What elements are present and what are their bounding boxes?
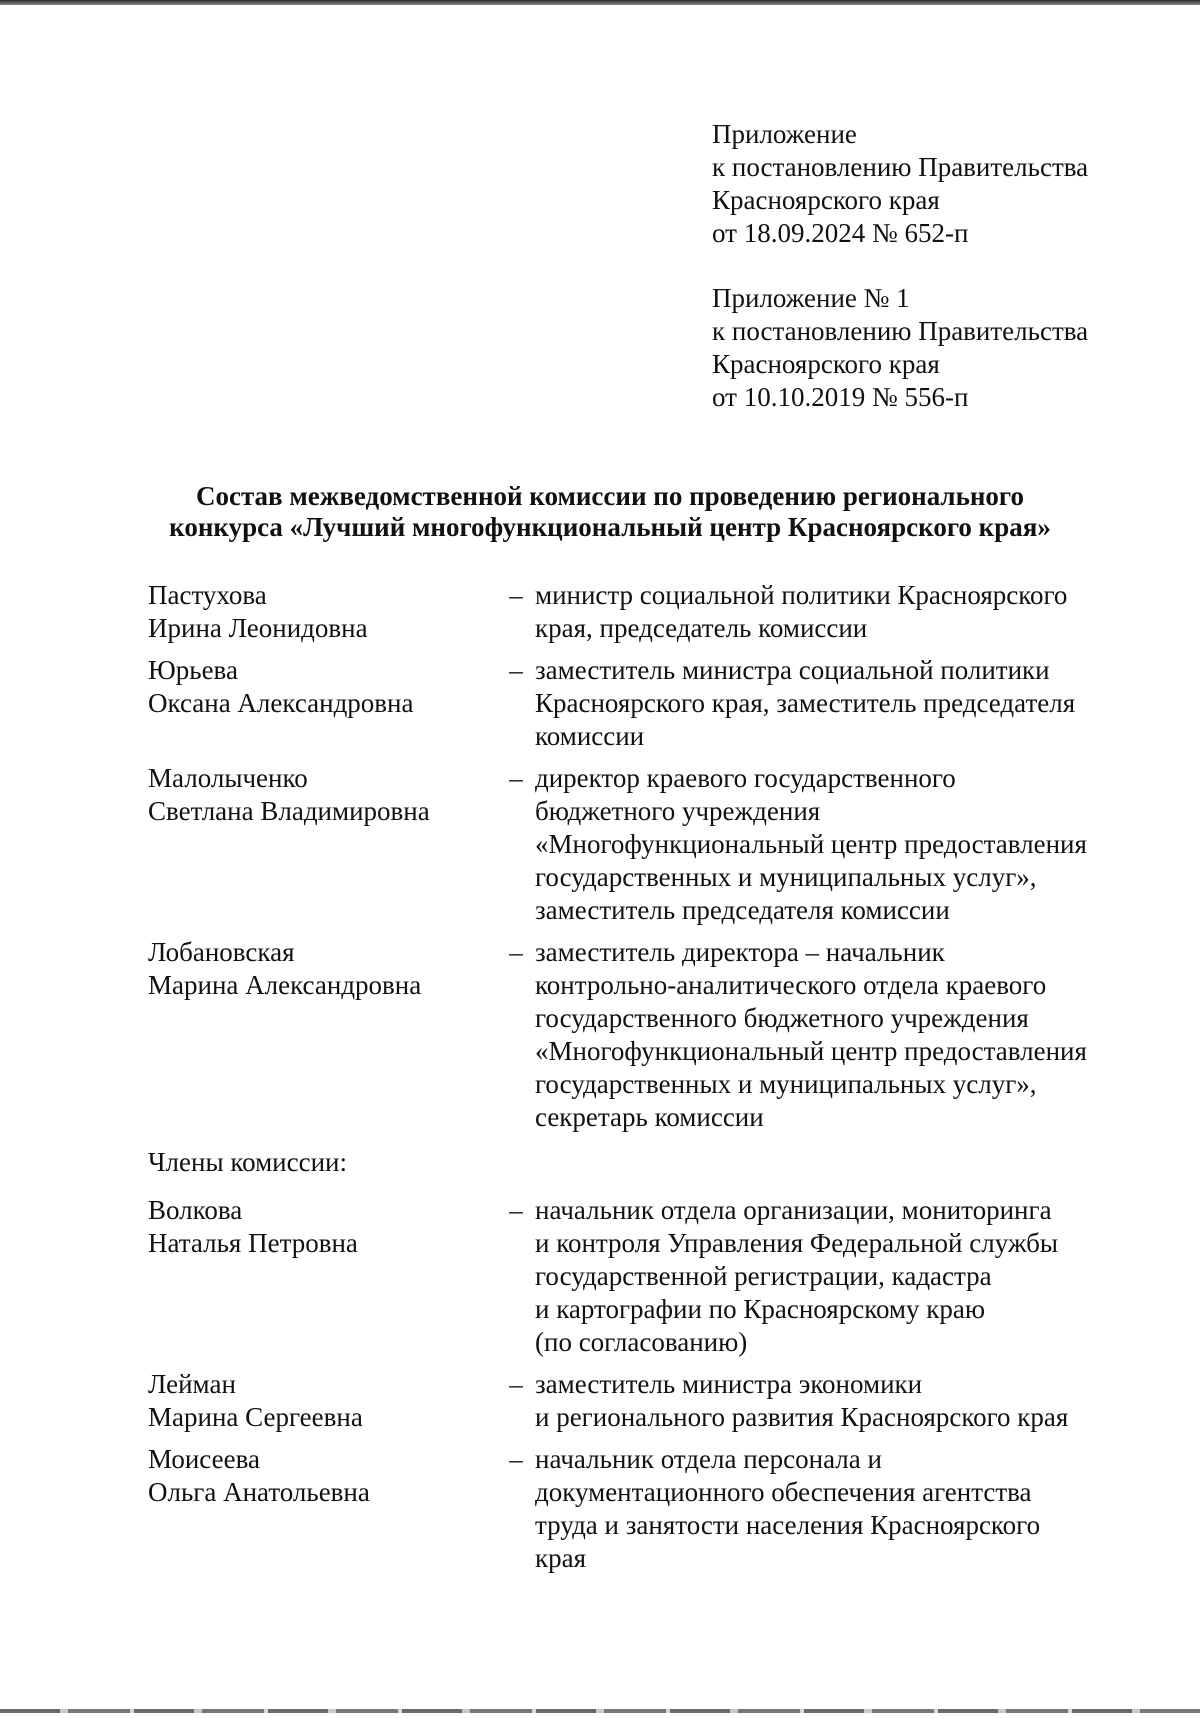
member-role-line: заместитель председателя комиссии (535, 895, 950, 925)
member-role-line: края (535, 1543, 587, 1573)
member-role-line: начальник отдела организации, мониторинга (535, 1195, 1052, 1225)
scan-edge-bottom (0, 1709, 1200, 1713)
member-given-name: Светлана Владимировна (148, 796, 430, 826)
member-surname: Моисеева (148, 1444, 260, 1474)
member-surname: Пастухова (148, 580, 267, 610)
member-name (148, 1443, 488, 1575)
member-role-line: и регионального развития Красноярского края (535, 1402, 1069, 1432)
member-role-line: (по согласованию) (535, 1327, 748, 1357)
member-role (532, 936, 1128, 1134)
member-role (532, 762, 1128, 927)
member-role-line: и контроля Управления Федеральной службы (535, 1228, 1059, 1258)
member-role-line: края, председатель комиссии (535, 613, 868, 643)
member-role-line: министр социальной политики Красноярского (535, 580, 1068, 610)
member-role-line: Красноярского края, заместитель председателя (535, 688, 1076, 718)
dash-separator: – (509, 1195, 523, 1225)
members-section-label: Члены комиссии: (148, 1147, 347, 1177)
member-row (148, 762, 1128, 927)
member-name (148, 1194, 488, 1359)
member-role-line: заместитель директора – начальник (535, 937, 945, 967)
member-surname: Юрьева (148, 655, 238, 685)
member-role-line: «Многофункциональный центр предоставления (535, 1036, 1087, 1066)
dash-separator: – (509, 580, 523, 610)
document-title-line: Состав межведомственной комиссии по проведению регионального (195, 481, 1025, 511)
member-role (532, 1368, 1128, 1434)
member-row (148, 654, 1128, 753)
member-surname: Лобановская (148, 937, 295, 967)
appendix-header-line: к постановлению Правительства (712, 316, 1089, 346)
member-given-name: Ольга Анатольевна (148, 1477, 370, 1507)
dash-separator: – (509, 937, 523, 967)
member-role-line: заместитель министра экономики (535, 1369, 923, 1399)
member-role-line: государственных и муниципальных услуг», (535, 862, 1037, 892)
member-role-line: комиссии (535, 721, 645, 751)
member-row (148, 1194, 1128, 1359)
member-role-line: заместитель министра социальной политики (535, 655, 1050, 685)
member-surname: Лейман (148, 1369, 236, 1399)
member-row (148, 936, 1128, 1134)
document-title-line: конкурса «Лучший многофункциональный центр Красноярского края» (169, 512, 1051, 542)
appendix-header-original (712, 282, 1088, 414)
member-given-name: Оксана Александровна (148, 688, 414, 718)
member-role (532, 1443, 1128, 1575)
appendix-header-line: от 10.10.2019 № 556-п (712, 382, 969, 412)
scan-edge-top (0, 0, 1200, 5)
member-row (148, 1443, 1128, 1575)
appendix-header-line: Красноярского края (712, 185, 940, 215)
appendix-header-current (712, 118, 1088, 250)
member-name (148, 1368, 488, 1434)
member-row (148, 1368, 1128, 1434)
dash-separator: – (509, 655, 523, 685)
commission-member-list (148, 579, 1128, 1575)
member-role-line: секретарь комиссии (535, 1102, 764, 1132)
members-section (148, 1194, 1128, 1575)
member-role-line: директор краевого государственного (535, 763, 956, 793)
member-role-line: государственного бюджетного учреждения (535, 1003, 1029, 1033)
member-given-name: Марина Александровна (148, 970, 422, 1000)
member-role-line: начальник отдела персонала и (535, 1444, 882, 1474)
member-role (532, 1194, 1128, 1359)
member-name (148, 936, 488, 1134)
member-role-line: документационного обеспечения агентства (535, 1477, 1032, 1507)
dash-separator: – (509, 1369, 523, 1399)
member-role-line: «Многофункциональный центр предоставления (535, 829, 1087, 859)
member-given-name: Марина Сергеевна (148, 1402, 363, 1432)
member-role-line: бюджетного учреждения (535, 796, 821, 826)
member-surname: Малолыченко (148, 763, 308, 793)
member-role-line: труда и занятости населения Красноярского (535, 1510, 1041, 1540)
member-role-line: государственных и муниципальных услуг», (535, 1069, 1037, 1099)
member-name (148, 762, 488, 927)
member-name (148, 579, 488, 645)
dash-separator: – (509, 1444, 523, 1474)
member-given-name: Наталья Петровна (148, 1228, 358, 1258)
appendix-header-line: Приложение № 1 (712, 283, 910, 313)
member-row (148, 579, 1128, 645)
leadership-section (148, 579, 1128, 1134)
appendix-header-line: Красноярского края (712, 349, 940, 379)
member-role-line: государственной регистрации, кадастра (535, 1261, 992, 1291)
member-role-line: и картографии по Красноярскому краю (535, 1294, 986, 1324)
member-role (532, 579, 1128, 645)
document-title (60, 481, 1160, 543)
dash-separator: – (509, 763, 523, 793)
member-surname: Волкова (148, 1195, 243, 1225)
member-role-line: контрольно-аналитического отдела краевого (535, 970, 1047, 1000)
appendix-header-line: от 18.09.2024 № 652-п (712, 218, 969, 248)
member-given-name: Ирина Леонидовна (148, 613, 368, 643)
member-name (148, 654, 488, 753)
appendix-header-line: Приложение (712, 119, 857, 149)
member-role (532, 654, 1128, 753)
appendix-header-line: к постановлению Правительства (712, 152, 1089, 182)
